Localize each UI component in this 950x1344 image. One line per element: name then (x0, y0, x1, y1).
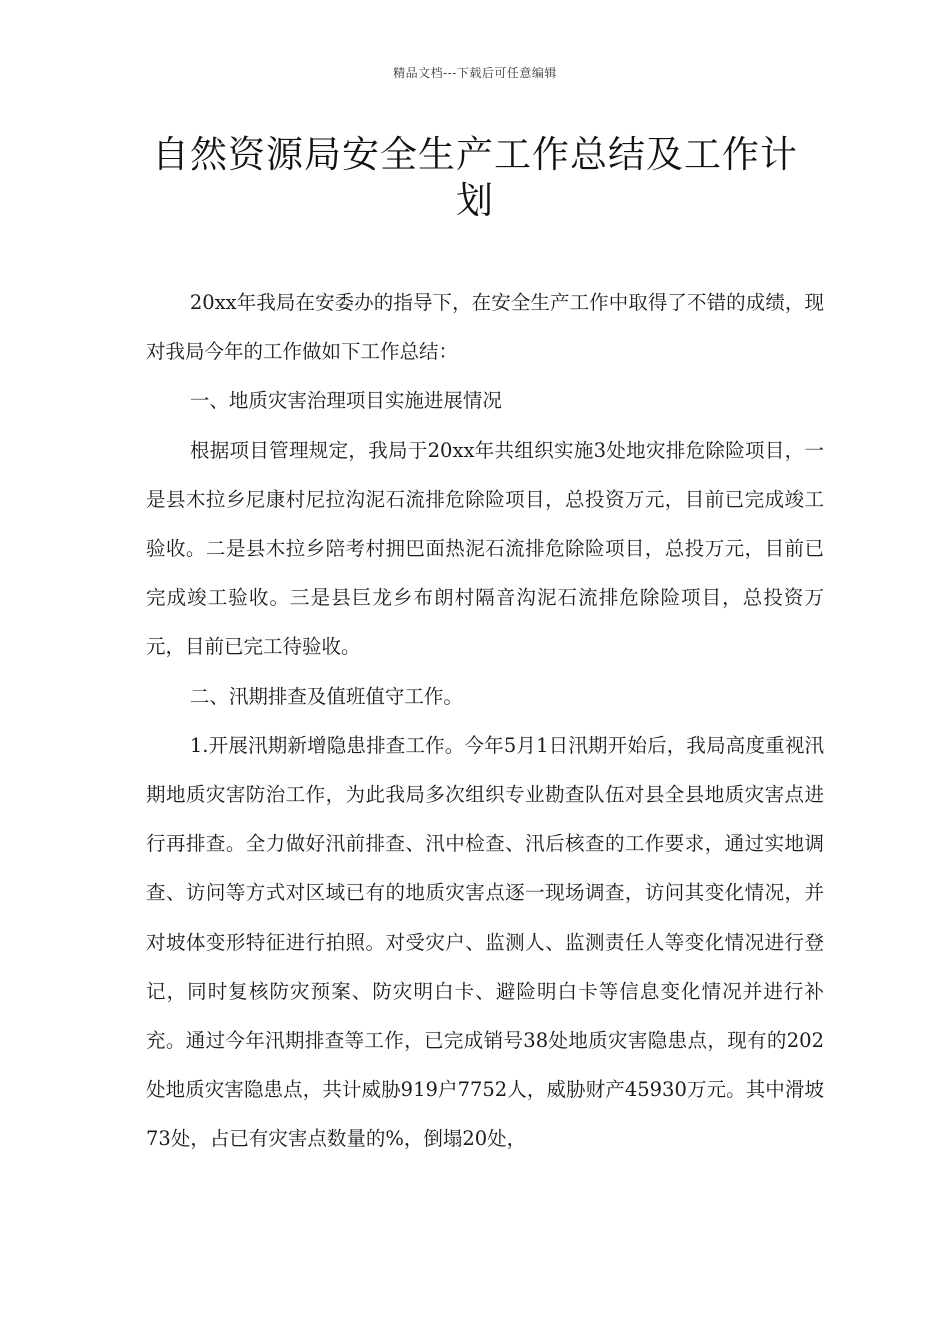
paragraph-projects: 根据项目管理规定，我局于20xx年共组织实施3处地灾排危除险项目，一是县木拉乡尼康村尼拉沟泥石流排危除险项目，总投资万元，目前已完成竣工验收。二是县木拉乡陪考村拥巴面热泥石流排危除险项目，总投万元，目前已完成竣工验收。三是县巨龙乡布朗村隔音沟泥石流排危除险项目，总投资万元，目前已完工待验收。 (146, 438, 824, 659)
document-body (146, 278, 824, 1164)
header-note: 精品文档---下载后可任意编辑 (393, 66, 557, 80)
section-heading-1: 一、地质灾害治理项目实施进展情况 (189, 389, 502, 413)
paragraph-flood-inspection: 1.开展汛期新增隐患排查工作。今年5月1日汛期开始后，我局高度重视汛期地质灾害防治工作，为此我局多次组织专业勘查队伍对县全县地质灾害点进行再排查。全力做好汛前排查、汛中检查、汛后核查的工作要求，通过实地调查、访问等方式对区域已有的地质灾害点逐一现场调查，访问其变化情况，并对坡体变形特征进行拍照。对受灾户、监测人、监测责任人等变化情况进行登记，同时复核防灾预案、防灾明白卡、避险明白卡等信息变化情况并进行补充。通过今年汛期排查等工作，已完成销号38处地质灾害隐患点，现有的202处地质灾害隐患点，共计威胁919户7752人，威胁财产45930万元。其中滑坡73处，占已有灾害点数量的%，倒塌20处， (146, 733, 824, 1151)
paragraph-intro: 20xx年我局在安委办的指导下，在安全生产工作中取得了不错的成绩，现对我局今年的工作做如下工作总结： (146, 291, 824, 364)
section-heading-2: 二、汛期排查及值班值守工作。 (189, 684, 463, 708)
document-title: 自然资源局安全生产工作总结及工作计划 (152, 133, 798, 222)
